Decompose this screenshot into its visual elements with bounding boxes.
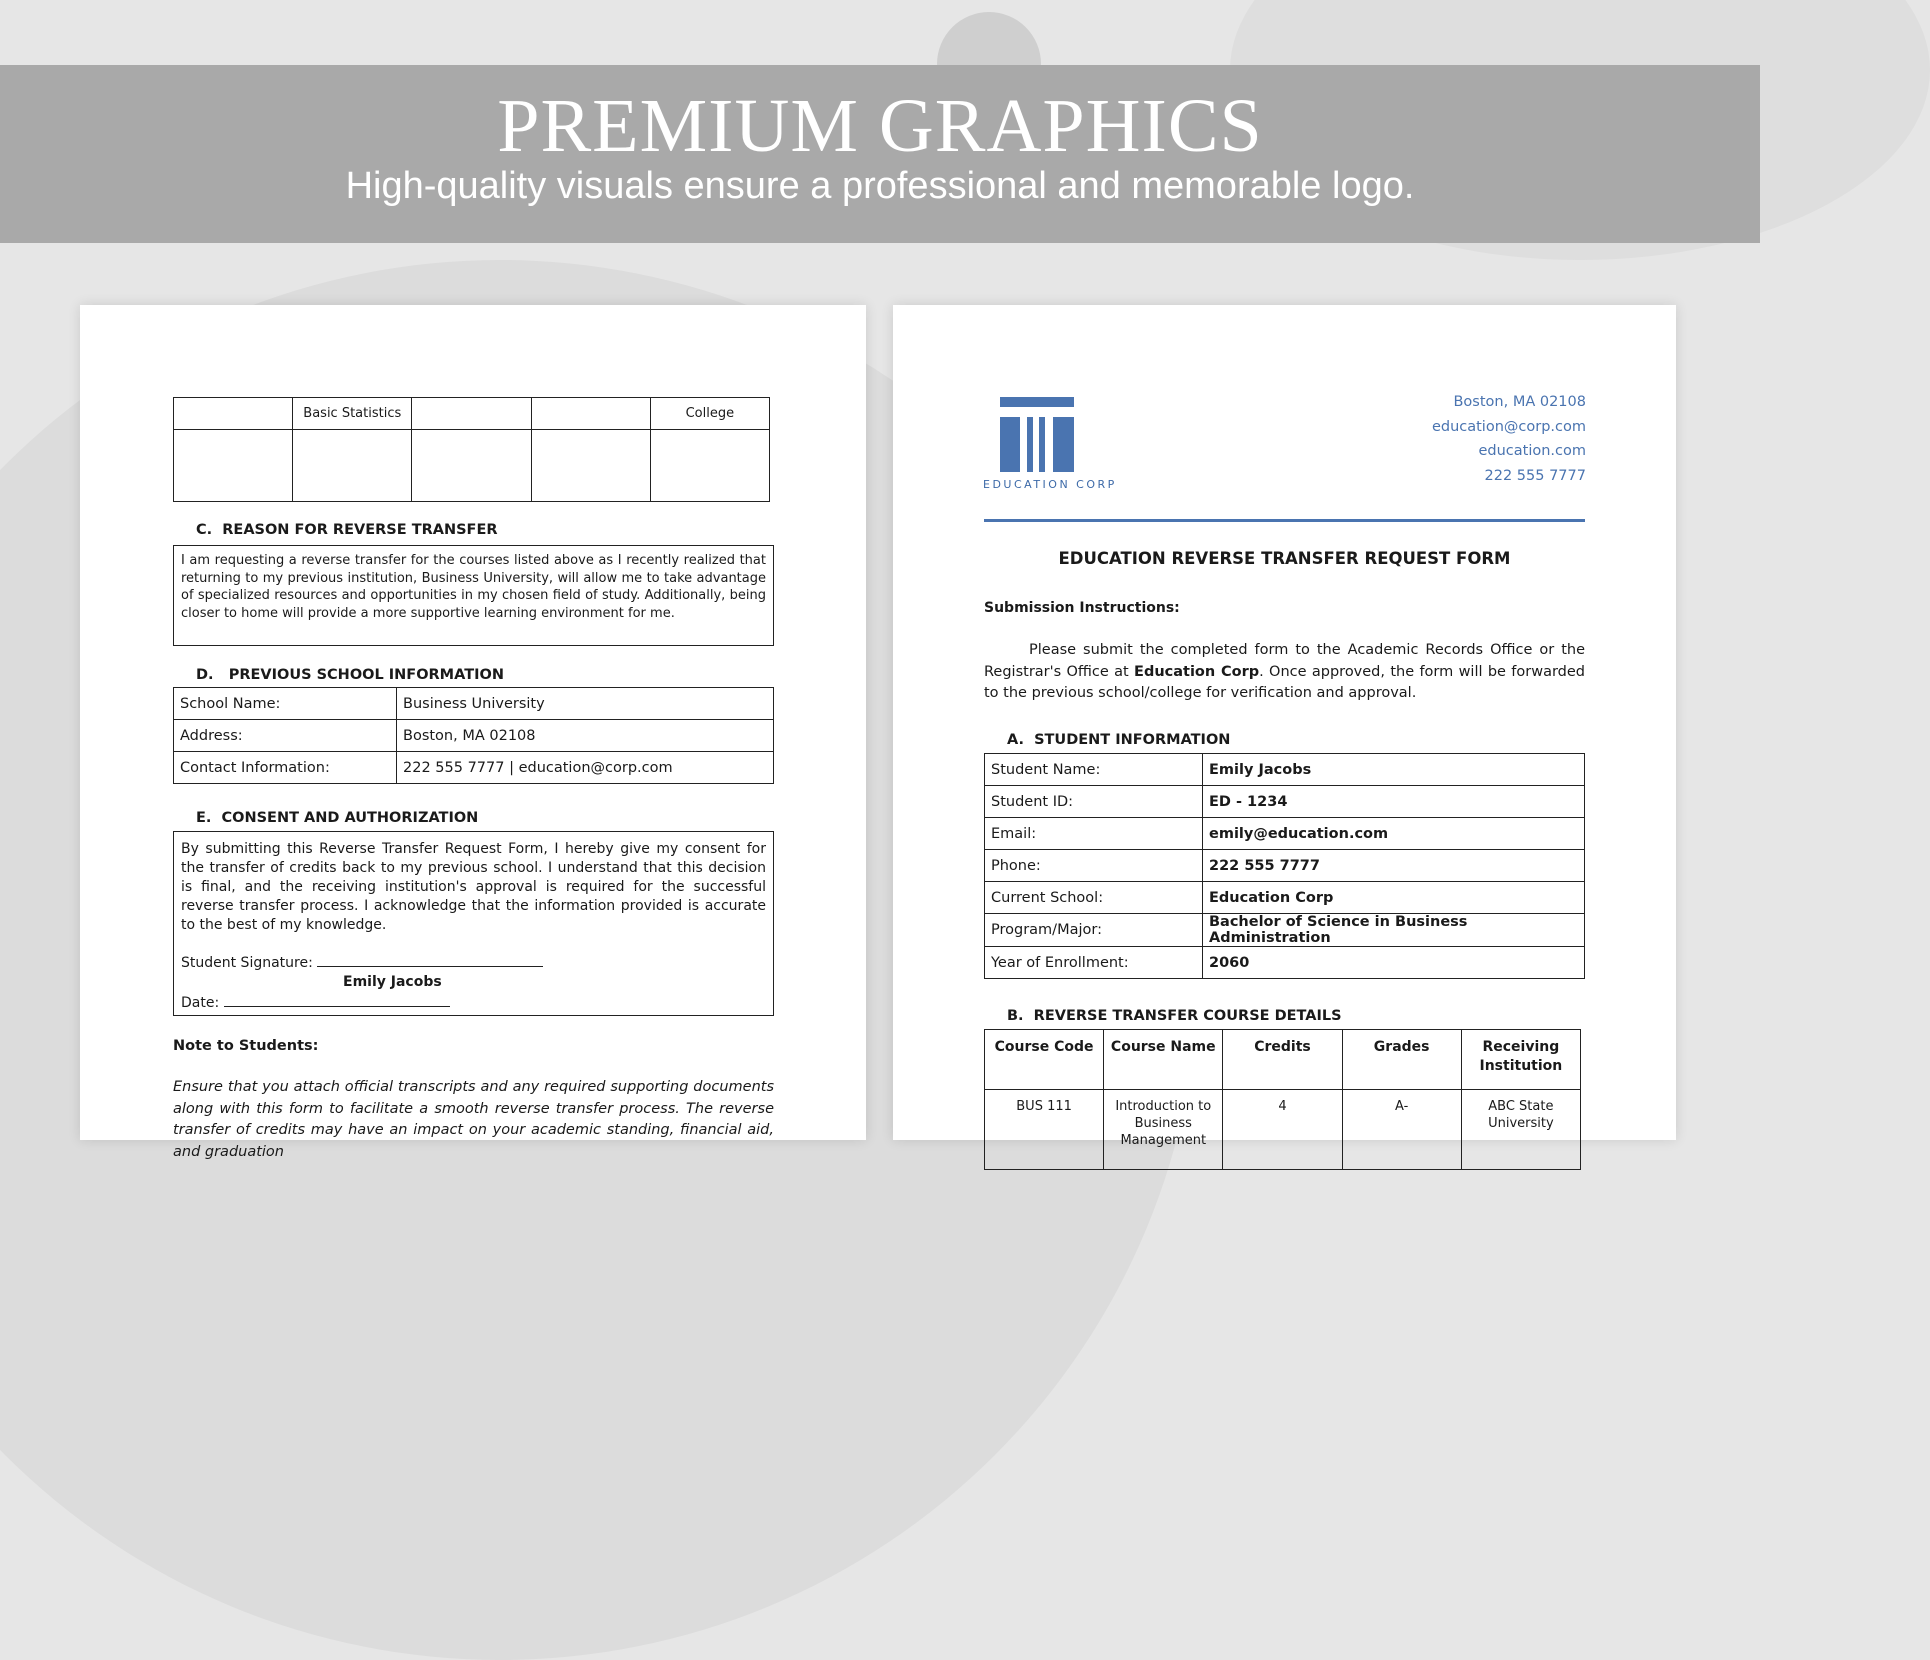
table-row [985,947,1585,979]
field-label: Student ID: [985,786,1203,818]
section-c-title: C. REASON FOR REVERSE TRANSFER [196,522,498,538]
instructions-text: Please submit the completed form to the Academic Records Office or the Registrar's Office at [984,642,1585,680]
submission-instructions-text [984,640,1585,705]
field-value: emily@education.com [1203,818,1585,850]
field-label: Student Name: [985,754,1203,786]
banner-title: PREMIUM GRAPHICS [497,84,1263,168]
consent-box [173,831,774,1016]
table-cell [412,398,531,430]
form-title: EDUCATION REVERSE TRANSFER REQUEST FORM [1058,549,1511,568]
previous-school-table [173,687,774,784]
table-row [985,754,1585,786]
column-header: Course Name [1104,1030,1223,1090]
table-cell: Basic Statistics [293,398,412,430]
table-row [174,720,774,752]
table-row [985,818,1585,850]
table-row [985,786,1585,818]
banner-subtitle: High-quality visuals ensure a professional and memorable logo. [345,165,1415,207]
table-cell [650,430,769,502]
field-label: Current School: [985,882,1203,914]
field-value: 222 555 7777 [1203,850,1585,882]
field-label: Program/Major: [985,914,1203,947]
field-label: Address: [174,720,397,752]
field-value: Business University [397,688,774,720]
field-value: 2060 [1203,947,1585,979]
course-table-continued [173,397,770,502]
table-cell [531,430,650,502]
student-info-table [984,753,1585,979]
section-e-title: E. CONSENT AND AUTHORIZATION [196,810,479,826]
field-label: Email: [985,818,1203,850]
table-row [174,688,774,720]
contact-website: education.com [1478,443,1586,459]
field-value: Emily Jacobs [1203,754,1585,786]
field-value: ED - 1234 [1203,786,1585,818]
table-header-row [985,1030,1581,1090]
table-cell: 4 [1223,1090,1342,1170]
field-value: Bachelor of Science in Business Administration [1203,914,1585,947]
header-divider [984,519,1585,522]
contact-phone: 222 555 7777 [1484,467,1586,484]
table-row [985,914,1585,947]
column-header: Credits [1223,1030,1342,1090]
table-cell [412,430,531,502]
date-label: Date: [181,995,220,1011]
field-value: Boston, MA 02108 [397,720,774,752]
signature-line[interactable] [317,952,543,967]
table-cell: ABC State University [1461,1090,1580,1170]
submission-instructions-label: Submission Instructions: [984,600,1180,616]
instructions-text: . Once approved, the form will be forwarded to the previous school/college for verification and approval. [984,663,1586,701]
contact-address: Boston, MA 02108 [1453,394,1586,410]
table-cell: BUS 111 [985,1090,1104,1170]
table-cell [174,430,293,502]
field-label: School Name: [174,688,397,720]
table-cell: Introduction to Business Management [1104,1090,1223,1170]
table-cell [531,398,650,430]
document-page-1 [893,305,1676,1148]
course-details-table [984,1029,1581,1170]
signature-row [181,952,766,973]
table-cell: College [650,398,769,430]
table-cell: A- [1342,1090,1461,1170]
section-d-title: D. PREVIOUS SCHOOL INFORMATION [196,667,504,683]
document-page-2 [80,305,866,1160]
table-row [985,850,1585,882]
table-row [985,1090,1581,1170]
section-b-title: B. REVERSE TRANSFER COURSE DETAILS [1007,1008,1342,1024]
field-value: Education Corp [1203,882,1585,914]
section-a-title: A. STUDENT INFORMATION [1007,732,1231,748]
contact-email: education@corp.com [1431,418,1586,435]
instructions-org: Education Corp [1134,663,1260,680]
column-header: Course Code [985,1030,1104,1090]
logo-text: EDUCATION CORP [983,478,1117,491]
contact-block [1432,390,1586,488]
banner [0,65,1760,243]
table-row [174,752,774,784]
reason-text-box: I am requesting a reverse transfer for the courses listed above as I recently realized that returning to my previous institution, Business University, will allow me to take advantage of specialized resources and opportunities in my chosen field of study. Additionally, being closer to home will provide a more supportive learning environment for me. [173,545,774,646]
note-text: Ensure that you attach official transcripts and any required supporting documents along with this form to facilitate a smooth reverse transfer process. The reverse transfer of credits may have an impact on your academic standing, financial aid, and graduation [173,1079,774,1160]
field-label: Year of Enrollment: [985,947,1203,979]
signature-label: Student Signature: [181,955,313,971]
signature-name: Emily Jacobs [343,974,442,990]
date-line[interactable] [224,992,450,1007]
education-corp-logo-icon [1000,397,1080,472]
date-row [181,992,766,1013]
field-value: 222 555 7777 | education@corp.com [397,752,774,784]
consent-text: By submitting this Reverse Transfer Request Form, I hereby give my consent for the transfer of credits back to my previous school. I understand that this decision is final, and the receiving institution's approval is required for the successful reverse transfer process. I acknowledge that the information provided is accurate to the best of my knowledge. [181,841,766,933]
note-title: Note to Students: [173,1038,319,1054]
column-header: Grades [1342,1030,1461,1090]
table-row [985,882,1585,914]
field-label: Contact Information: [174,752,397,784]
table-cell [174,398,293,430]
field-label: Phone: [985,850,1203,882]
column-header: Receiving Institution [1461,1030,1580,1090]
table-cell [293,430,412,502]
